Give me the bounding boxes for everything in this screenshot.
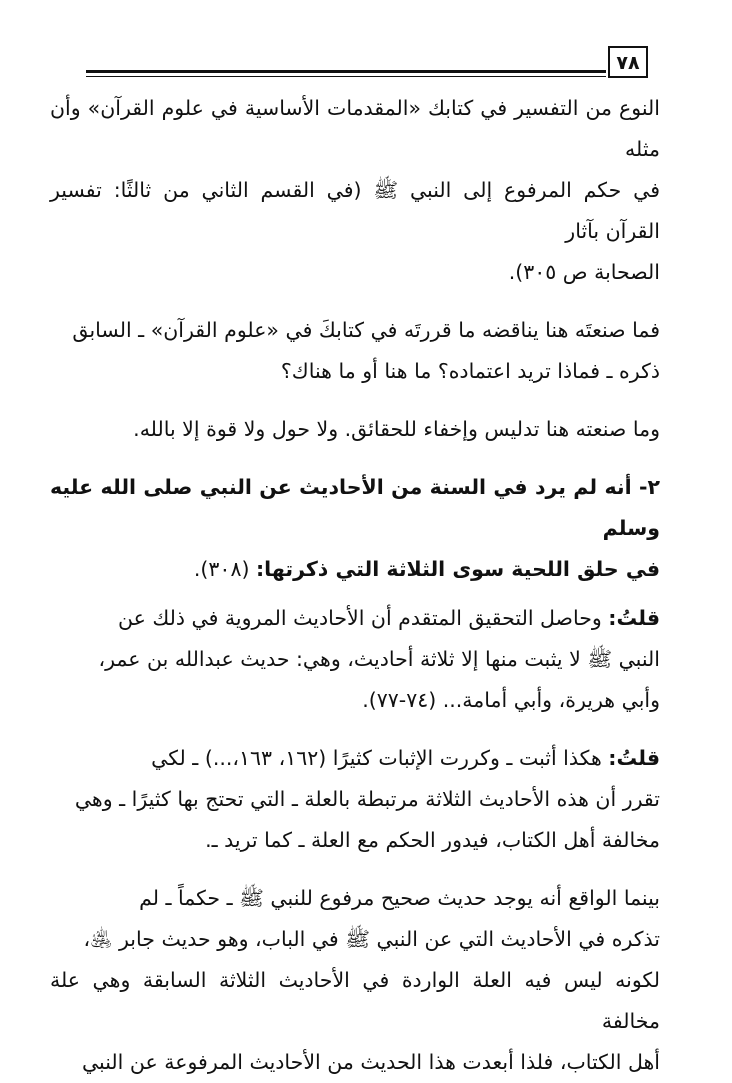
paragraph-4-line-3: وأبي هريرة، وأبي أمامة... (٧٤-٧٧). (362, 688, 660, 712)
header-rule-thick (86, 70, 606, 73)
page-number: ٧٨ (608, 46, 648, 78)
page-header (86, 46, 656, 86)
paragraph-4-label: قلتُ: (608, 606, 660, 630)
paragraph-1-line-1: النوع من التفسير في كتابك «المقدمات الأساسية في علوم القرآن» وأن مثله (50, 96, 660, 161)
paragraph-5-line-3: مخالفة أهل الكتاب، فيدور الحكم مع العلة ـ كما تريد ـ. (205, 828, 660, 852)
paragraph-4-line-2: النبي ﷺ لا يثبت منها إلا ثلاثة أحاديث، وهي: حديث عبدالله بن عمر، (98, 647, 660, 671)
paragraph-6-line-2: تذكره في الأحاديث التي عن النبي ﷺ في الباب، وهو حديث جابر ﵁، (83, 927, 660, 951)
paragraph-2-line-1: فما صنعتَه هنا يناقضه ما قررتَه في كتابكَ في «علوم القرآن» ـ السابق (72, 318, 660, 342)
paragraph-1-line-3: الصحابة ص ٣٠٥). (508, 260, 660, 284)
paragraph-1 (50, 88, 660, 293)
paragraph-5-line-1: هكذا أثبت ـ وكررت الإثبات كثيرًا (١٦٢، ١٦٣،...) ـ لكي (151, 746, 609, 770)
paragraph-6 (50, 878, 660, 1083)
paragraph-6-line-3: لكونه ليس فيه العلة الواردة في الأحاديث الثلاثة السابقة وهي علة مخالفة (50, 968, 660, 1033)
paragraph-3 (50, 409, 660, 450)
paragraph-5-label: قلتُ: (608, 746, 660, 770)
paragraph-2 (50, 310, 660, 392)
section-heading-line-2: في حلق اللحية سوى الثلاثة التي ذكرتها: (255, 557, 660, 581)
page-body (50, 88, 660, 1083)
paragraph-6-line-1: بينما الواقع أنه يوجد حديث صحيح مرفوع للنبي ﷺ ـ حكماً ـ لم (139, 886, 660, 910)
paragraph-6-line-4: أهل الكتاب، فلذا أبعدت هذا الحديث من الأحاديث المرفوعة عن النبي (81, 1050, 660, 1074)
paragraph-5 (50, 738, 660, 861)
paragraph-4-line-1: وحاصل التحقيق المتقدم أن الأحاديث المروية في ذلك عن (117, 606, 609, 630)
section-heading-page-ref: (٣٠٨). (193, 557, 256, 581)
paragraph-3-line-1: وما صنعته هنا تدليس وإخفاء للحقائق. ولا حول ولا قوة إلا بالله. (133, 417, 660, 441)
paragraph-1-line-2: في حكم المرفوع إلى النبي ﷺ (في القسم الثاني من ثالثًا: تفسير القرآن بآثار (50, 178, 660, 243)
section-heading (50, 467, 660, 590)
section-heading-line-1: ٢- أنه لم يرد في السنة من الأحاديث عن النبي صلى الله عليه وسلم (50, 475, 660, 540)
paragraph-5-line-2: تقرر أن هذه الأحاديث الثلاثة مرتبطة بالعلة ـ التي تحتج بها كثيرًا ـ وهي (74, 787, 660, 811)
paragraph-2-line-2: ذكره ـ فماذا تريد اعتماده؟ ما هنا أو ما هناك؟ (280, 359, 660, 383)
paragraph-4 (50, 598, 660, 721)
header-rule-thin (86, 76, 606, 77)
